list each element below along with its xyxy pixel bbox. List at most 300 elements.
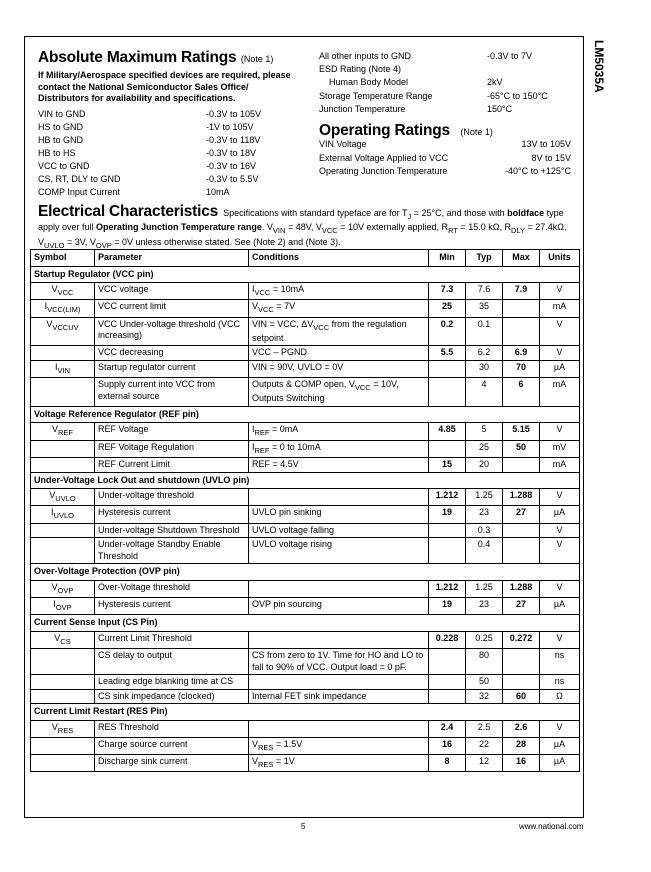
rating-label: External Voltage Applied to VCC [319, 152, 449, 163]
max-cell: 28 [503, 737, 540, 754]
typ-cell: 50 [466, 675, 503, 690]
sidebar-divider [583, 36, 584, 818]
conditions-cell [249, 720, 429, 737]
ec-table [30, 249, 580, 772]
symbol-cell [31, 597, 95, 614]
symbol-cell [31, 489, 95, 506]
rating-value: -0.3V to 118V [206, 135, 261, 145]
max-cell: 27 [503, 506, 540, 523]
ec-title: Electrical Characteristics [38, 203, 219, 220]
footer-url: www.national.com [519, 822, 584, 831]
symbol-sub: VIN [57, 365, 71, 375]
opr-note: (Note 1) [460, 127, 493, 137]
symbol-main: I [54, 361, 58, 372]
condition-text: I [252, 441, 255, 452]
amr-note: (Note 1) [240, 54, 274, 64]
typ-cell: 35 [466, 300, 503, 317]
amr-intro: If Military/Aerospace specified devices are required, please contact the National Semiconductor Sales Office/ Distributors for availability and specifications. [38, 70, 291, 103]
typ-cell: 23 [466, 597, 503, 614]
typ-cell: 23 [466, 506, 503, 523]
unit-cell: V [540, 423, 580, 440]
section-row [31, 564, 580, 581]
condition-text: UVLO voltage rising [252, 539, 333, 550]
parameter-cell: VCC voltage [95, 283, 249, 300]
part-number: LM5035A [592, 40, 606, 93]
ec-intro-bold: Operating Junction Temperature range [96, 222, 262, 233]
conditions-cell [249, 675, 429, 690]
symbol-cell [31, 631, 95, 648]
max-cell: 2.6 [503, 720, 540, 737]
condition-text: = 10V, Outputs Switching [252, 379, 399, 404]
conditions-cell [249, 538, 429, 564]
rating-label: HB to HS [38, 148, 76, 158]
conditions-cell [249, 458, 429, 473]
ec-header-row [31, 250, 580, 267]
parameter-cell: Over-Voltage threshold [95, 580, 249, 597]
max-cell: 7.9 [503, 283, 540, 300]
table-row [31, 597, 580, 614]
condition-text: = 10mA [270, 284, 305, 294]
rating-label: HS to GND [38, 122, 84, 132]
rating-value: -0.3V to 7V [487, 51, 533, 61]
opr-title: Operating Ratings [319, 122, 450, 139]
condition-text: VIN = VCC, ΔV [252, 318, 314, 329]
unit-cell: V [540, 720, 580, 737]
conditions-cell [249, 580, 429, 597]
table-row [31, 283, 580, 300]
opr-list [319, 138, 571, 180]
symbol-sub: VCC(LIM) [47, 305, 81, 315]
symbol-sub: VCC [57, 287, 74, 297]
ec-intro-sub: DLY [510, 226, 525, 236]
rating-label: VCC to GND [38, 161, 90, 171]
parameter-cell: CS delay to output [95, 649, 249, 675]
ec-intro-text: = 0V unless otherwise stated. See (Note 2) and (Note 3). [111, 236, 341, 247]
rating-value: 13V to 105V [521, 139, 571, 149]
min-cell [429, 440, 466, 457]
condition-sub: VCC [354, 382, 371, 392]
unit-cell: mA [540, 458, 580, 473]
rating-label: VIN to GND [38, 109, 86, 119]
ec-intro-text: Specifications with standard typeface are for T [223, 208, 408, 218]
symbol-cell [31, 378, 95, 407]
max-cell: 0.272 [503, 631, 540, 648]
ec-intro-text: = 25°C, and those with [411, 208, 508, 218]
unit-cell: Ω [540, 689, 580, 704]
table-row [31, 720, 580, 737]
condition-text: V [252, 756, 259, 767]
max-cell [503, 675, 540, 690]
min-cell [429, 360, 466, 377]
ec-intro-sub: RT [448, 226, 458, 236]
typ-cell: 5 [466, 423, 503, 440]
condition-text: = 0mA [269, 424, 299, 435]
min-cell [429, 649, 466, 675]
condition-sub: REF [254, 428, 270, 438]
condition-text: from the regulation setpoint [252, 318, 407, 343]
amr-list [38, 108, 308, 200]
table-row [31, 423, 580, 440]
rating-label: Storage Temperature Range [319, 90, 433, 101]
symbol-cell [31, 689, 95, 704]
min-cell: 7.3 [429, 283, 466, 300]
conditions-cell [249, 360, 429, 377]
parameter-cell: REF Current Limit [95, 458, 249, 473]
amr-heading [38, 49, 273, 67]
conditions-cell [249, 440, 429, 457]
rating-value: -0.3V to 5.5V [206, 174, 259, 184]
rating-label: Operating Junction Temperature [319, 166, 448, 176]
symbol-sub: VCCUV [52, 322, 79, 332]
max-cell: 50 [503, 440, 540, 457]
conditions-cell [249, 649, 429, 675]
max-cell: 60 [503, 689, 540, 704]
symbol-cell [31, 720, 95, 737]
condition-text: UVLO pin sinking [252, 507, 322, 518]
symbol-cell [31, 300, 95, 317]
condition-text: I [252, 284, 255, 294]
conditions-cell [249, 689, 429, 704]
ec-intro-text: = 10V externally applied, R [337, 222, 449, 233]
symbol-cell [31, 755, 95, 772]
section-title: Current Limit Restart (RES Pin) [31, 704, 580, 721]
symbol-main: V [51, 424, 58, 435]
max-cell [503, 649, 540, 675]
parameter-cell: REF Voltage [95, 423, 249, 440]
symbol-cell [31, 360, 95, 377]
unit-cell: V [540, 346, 580, 361]
rating-label: COMP Input Current [38, 187, 120, 197]
col-header: Symbol [31, 250, 95, 267]
section-title: Voltage Reference Regulator (REF pin) [31, 406, 580, 423]
symbol-cell [31, 538, 95, 564]
min-cell: 8 [429, 755, 466, 772]
min-cell: 16 [429, 737, 466, 754]
typ-cell: 12 [466, 755, 503, 772]
table-row [31, 489, 580, 506]
table-row [31, 458, 580, 473]
conditions-cell [249, 755, 429, 772]
conditions-cell [249, 631, 429, 648]
section-row [31, 704, 580, 721]
col-header: Parameter [95, 250, 249, 267]
symbol-cell [31, 523, 95, 538]
rating-label: CS, RT, DLY to GND [38, 174, 121, 184]
min-cell: 4.85 [429, 423, 466, 440]
symbol-main: V [51, 581, 58, 592]
rating-value: -40°C to +125°C [505, 166, 571, 176]
unit-cell: V [540, 538, 580, 564]
max-cell [503, 300, 540, 317]
col-header: Typ [466, 250, 503, 267]
typ-cell: 6.2 [466, 346, 503, 361]
table-row [31, 360, 580, 377]
table-row [31, 440, 580, 457]
section-title: Over-Voltage Protection (OVP pin) [31, 564, 580, 581]
table-row [31, 538, 580, 564]
unit-cell: µA [540, 737, 580, 754]
ec-intro-sub: UVLO [44, 240, 65, 250]
conditions-cell [249, 300, 429, 317]
conditions-cell [249, 489, 429, 506]
max-cell: 27 [503, 597, 540, 614]
rating-value: 10mA [206, 187, 230, 197]
unit-cell: mA [540, 378, 580, 407]
section-title: Startup Regulator (VCC pin) [31, 266, 580, 283]
table-row [31, 737, 580, 754]
table-row [31, 317, 580, 346]
col-header: Units [540, 250, 580, 267]
table-row [31, 649, 580, 675]
table-row [31, 300, 580, 317]
typ-cell: 0.3 [466, 523, 503, 538]
conditions-cell [249, 597, 429, 614]
conditions-cell [249, 423, 429, 440]
parameter-cell: Under-voltage threshold [95, 489, 249, 506]
unit-cell: µA [540, 597, 580, 614]
condition-text: V [252, 301, 259, 312]
typ-cell: 7.6 [466, 283, 503, 300]
min-cell: 19 [429, 506, 466, 523]
condition-text: OVP pin sourcing [252, 598, 322, 609]
parameter-cell: VCC current limit [95, 300, 249, 317]
typ-cell: 1.25 [466, 489, 503, 506]
section-title: Under-Voltage Lock Out and shutdown (UVLO pin) [31, 472, 580, 489]
conditions-cell [249, 378, 429, 407]
min-cell: 0.228 [429, 631, 466, 648]
symbol-sub: REF [58, 428, 73, 438]
parameter-cell: Charge source current [95, 737, 249, 754]
rating-value: 150°C [487, 103, 513, 114]
parameter-cell: VCC Under-voltage threshold (VCC increasing) [95, 317, 249, 346]
ec-intro-sub: OVP [95, 240, 112, 250]
min-cell [429, 689, 466, 704]
condition-text: CS from zero to 1V. Time for HO and LO to fall to 90% of VCC. Output load = 0 pF. [252, 650, 424, 672]
max-cell: 6 [503, 378, 540, 407]
typ-cell: 1.25 [466, 580, 503, 597]
condition-sub: VCC [254, 287, 271, 297]
min-cell: 1.212 [429, 489, 466, 506]
max-cell: 16 [503, 755, 540, 772]
col-header: Min [429, 250, 466, 267]
symbol-main: V [51, 284, 58, 294]
parameter-cell: Current Limit Threshold [95, 631, 249, 648]
unit-cell: V [540, 283, 580, 300]
parameter-cell: Startup regulator current [95, 360, 249, 377]
parameter-cell: Under-voltage Shutdown Threshold [95, 523, 249, 538]
conditions-cell [249, 506, 429, 523]
unit-cell: µA [540, 755, 580, 772]
symbol-sub: UVLO [53, 511, 74, 521]
parameter-cell: Supply current into VCC from external source [95, 378, 249, 407]
min-cell: 0.2 [429, 317, 466, 346]
min-cell [429, 378, 466, 407]
section-row [31, 406, 580, 423]
rating-value: -65°C to 150°C [487, 90, 548, 101]
typ-cell: 4 [466, 378, 503, 407]
unit-cell: µA [540, 506, 580, 523]
symbol-cell [31, 506, 95, 523]
unit-cell: V [540, 523, 580, 538]
parameter-cell: Under-voltage Standby Enable Threshold [95, 538, 249, 564]
symbol-sub: OVP [57, 585, 74, 595]
typ-cell: 30 [466, 360, 503, 377]
min-cell: 1.212 [429, 580, 466, 597]
min-cell [429, 523, 466, 538]
ec-intro-sub: VCC [321, 226, 338, 236]
parameter-cell: Leading edge blanking time at CS [95, 675, 249, 690]
condition-sub: VCC [313, 322, 330, 332]
symbol-cell [31, 675, 95, 690]
col-header: Max [503, 250, 540, 267]
typ-cell: 0.4 [466, 538, 503, 564]
parameter-cell: RES Threshold [95, 720, 249, 737]
section-title: Current Sense Input (CS Pin) [31, 615, 580, 632]
ec-body [31, 266, 580, 772]
ec-intro-text: = 27.4kΩ, V [38, 222, 567, 247]
condition-sub: RES [258, 759, 274, 769]
symbol-cell [31, 283, 95, 300]
conditions-cell [249, 317, 429, 346]
min-cell: 15 [429, 458, 466, 473]
page-number: 5 [301, 822, 306, 831]
typ-cell: 32 [466, 689, 503, 704]
typ-cell: 25 [466, 440, 503, 457]
symbol-cell [31, 440, 95, 457]
condition-text: Internal FET sink impedance [252, 690, 367, 701]
max-cell [503, 458, 540, 473]
condition-sub: VCC [258, 305, 274, 315]
parameter-cell: CS sink impedance (clocked) [95, 689, 249, 704]
max-cell: 6.9 [503, 346, 540, 361]
rating-value: -0.3V to 18V [206, 148, 257, 158]
conditions-cell [249, 737, 429, 754]
max-cell: 70 [503, 360, 540, 377]
section-row [31, 472, 580, 489]
symbol-main: V [54, 632, 61, 643]
typ-cell: 80 [466, 649, 503, 675]
condition-text: Outputs & COMP open, V [252, 379, 355, 390]
rating-label: Human Body Model [329, 77, 409, 88]
symbol-main: I [53, 598, 56, 609]
symbol-sub: OVP [55, 602, 72, 612]
condition-sub: RES [258, 742, 274, 752]
max-cell [503, 538, 540, 564]
rating-label: HB to GND [38, 135, 84, 145]
max-cell: 1.288 [503, 489, 540, 506]
symbol-sub: CS [60, 636, 71, 646]
condition-text: = 1.5V [273, 738, 303, 749]
amr-title: Absolute Maximum Ratings [38, 49, 237, 66]
conditions-cell [249, 523, 429, 538]
ec-intro-text: = 48V, V [285, 222, 322, 233]
ec-intro-text: = 3V, V [64, 236, 96, 247]
rating-value: -0.3V to 105V [206, 109, 262, 119]
table-row [31, 675, 580, 690]
rating-label: All other inputs to GND [319, 51, 412, 61]
rating-value: 8V to 15V [531, 152, 571, 163]
ec-intro-text: . V [261, 222, 273, 233]
typ-cell: 0.1 [466, 317, 503, 346]
typ-cell: 20 [466, 458, 503, 473]
unit-cell: ns [540, 675, 580, 690]
table-row [31, 755, 580, 772]
typ-cell: 2.5 [466, 720, 503, 737]
min-cell: 2.4 [429, 720, 466, 737]
rating-value: -0.3V to 16V [206, 161, 257, 171]
amr-right-list [319, 50, 579, 118]
condition-text: I [252, 424, 255, 435]
unit-cell: V [540, 631, 580, 648]
table-row [31, 580, 580, 597]
conditions-cell [249, 346, 429, 361]
table-row [31, 506, 580, 523]
symbol-sub: UVLO [55, 493, 76, 503]
symbol-cell [31, 458, 95, 473]
symbol-main: I [44, 301, 48, 312]
condition-text: UVLO voltage falling [252, 524, 335, 535]
rating-label: ESD Rating (Note 4) [319, 64, 402, 75]
symbol-sub: RES [57, 725, 74, 735]
unit-cell: mV [540, 440, 580, 457]
max-cell: 1.288 [503, 580, 540, 597]
table-row [31, 631, 580, 648]
typ-cell: 0.25 [466, 631, 503, 648]
condition-text: REF = 4.5V [252, 459, 299, 470]
unit-cell: ns [540, 649, 580, 675]
rating-value: 2kV [487, 77, 503, 88]
rating-value: -1V to 105V [206, 122, 254, 132]
unit-cell: V [540, 580, 580, 597]
ec-intro-text: = 15.0 kΩ, R [457, 222, 511, 233]
ec-intro-sub: VIN [272, 226, 286, 236]
max-cell [503, 317, 540, 346]
table-row [31, 378, 580, 407]
symbol-cell [31, 317, 95, 346]
min-cell: 19 [429, 597, 466, 614]
max-cell [503, 523, 540, 538]
condition-text: VIN = 90V, UVLO = 0V [252, 361, 344, 372]
symbol-main: V [46, 318, 53, 329]
symbol-cell [31, 423, 95, 440]
table-row [31, 346, 580, 361]
condition-sub: REF [254, 445, 270, 455]
col-header: Conditions [249, 250, 429, 267]
parameter-cell: Hysteresis current [95, 597, 249, 614]
parameter-cell: VCC decreasing [95, 346, 249, 361]
max-cell: 5.15 [503, 423, 540, 440]
parameter-cell: Hysteresis current [95, 506, 249, 523]
min-cell [429, 675, 466, 690]
parameter-cell: REF Voltage Regulation [95, 440, 249, 457]
symbol-cell [31, 346, 95, 361]
section-row [31, 615, 580, 632]
section-row [31, 266, 580, 283]
symbol-main: V [51, 721, 58, 732]
ec-intro-bold: boldface [507, 208, 545, 218]
symbol-cell [31, 580, 95, 597]
min-cell [429, 538, 466, 564]
symbol-main: V [49, 490, 56, 501]
symbol-cell [31, 737, 95, 754]
ec-intro-sub: J [407, 211, 412, 221]
condition-text: VCC – PGND [252, 347, 308, 358]
condition-text: = 0 to 10mA [269, 441, 321, 452]
rating-label: Junction Temperature [319, 103, 406, 114]
ec-intro [38, 203, 574, 251]
table-row [31, 523, 580, 538]
condition-text: = 7V [273, 301, 296, 312]
